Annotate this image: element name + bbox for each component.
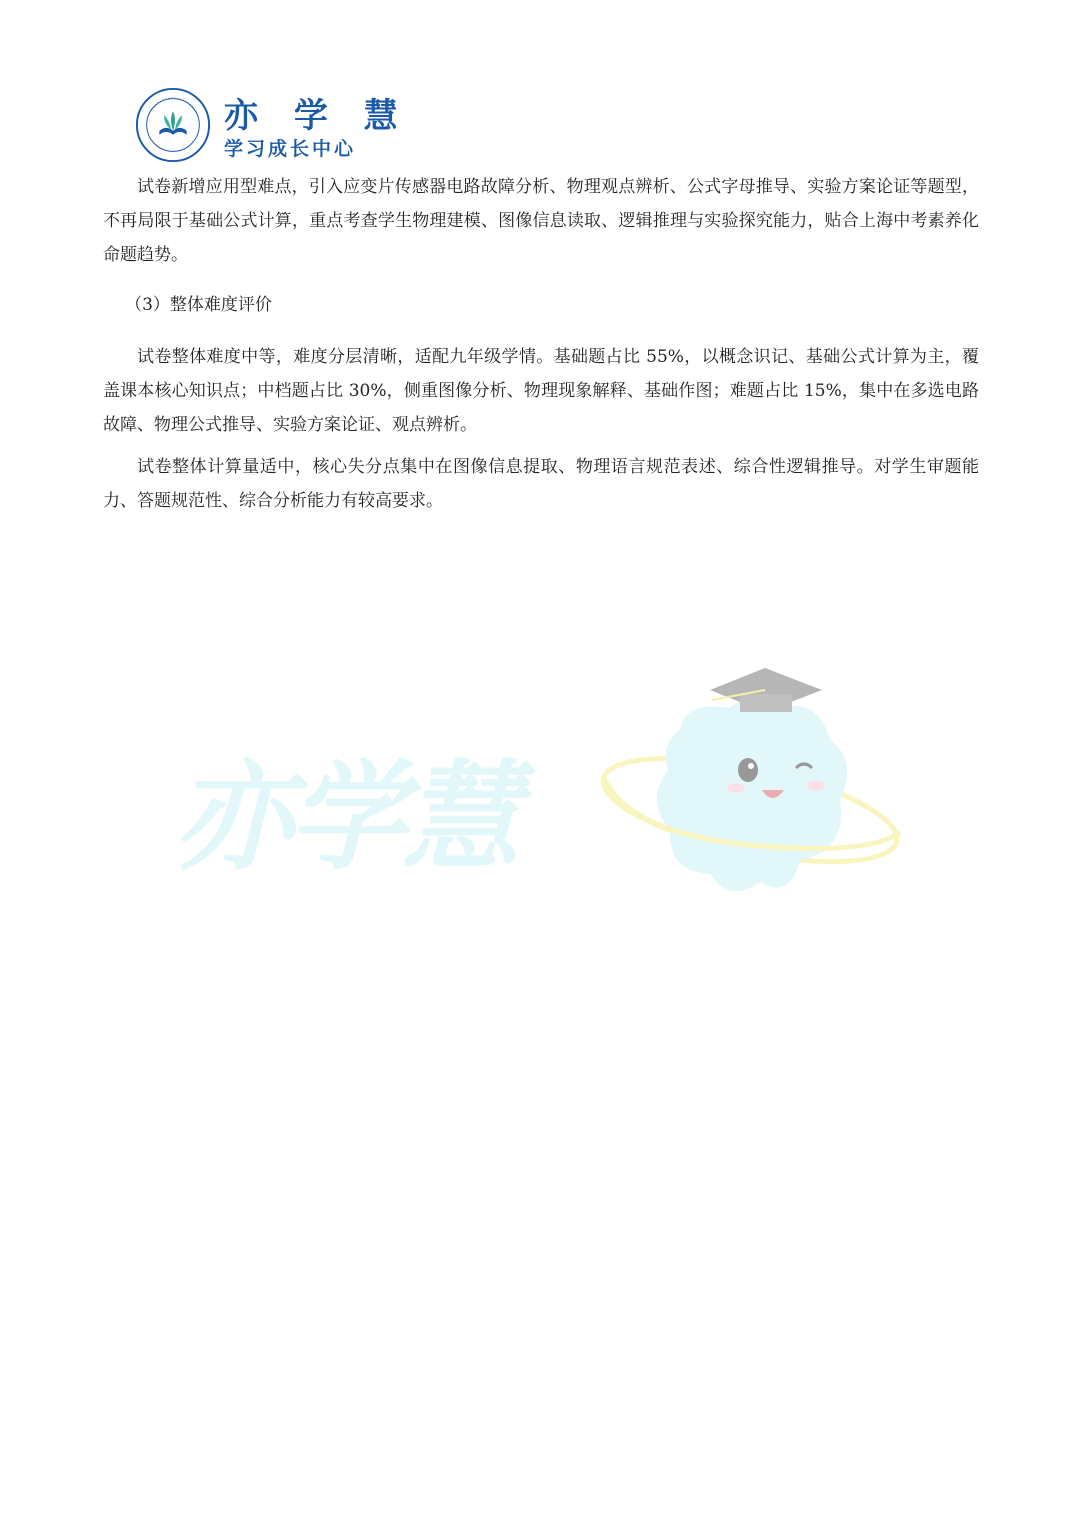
logo-title: 亦 学 慧 (224, 96, 410, 136)
document-body (103, 170, 979, 518)
logo-subtitle: 学习成长中心 (224, 138, 357, 160)
watermark-text: 亦学慧 (174, 748, 517, 886)
section-heading: （3）整体难度评价 (125, 295, 272, 315)
watermark (160, 660, 930, 920)
paragraph-difficulty: 试卷整体难度中等，难度分层清晰，适配九年级学情。基础题占比 55%，以概念识记、基础公式计算为主，覆盖课本核心知识点；中档题占比 30%，侧重图像分析、物理现象解释、基础作图；难题占比 15%，集中在多选电路故障、物理公式推导、实验方案论证、观点辨析。 (103, 347, 979, 435)
mascot-icon (590, 660, 930, 920)
header-logo (134, 86, 410, 166)
logo-seal-icon (134, 86, 212, 164)
paragraph-summary: 试卷整体计算量适中，核心失分点集中在图像信息提取、物理语言规范表述、综合性逻辑推导。对学生审题能力、答题规范性、综合分析能力有较高要求。 (103, 457, 979, 511)
paragraph-intro: 试卷新增应用型难点，引入应变片传感器电路故障分析、物理观点辨析、公式字母推导、实验方案论证等题型，不再局限于基础公式计算，重点考查学生物理建模、图像信息读取、逻辑推理与实验探究能力，贴合上海中考素养化命题趋势。 (103, 177, 979, 265)
